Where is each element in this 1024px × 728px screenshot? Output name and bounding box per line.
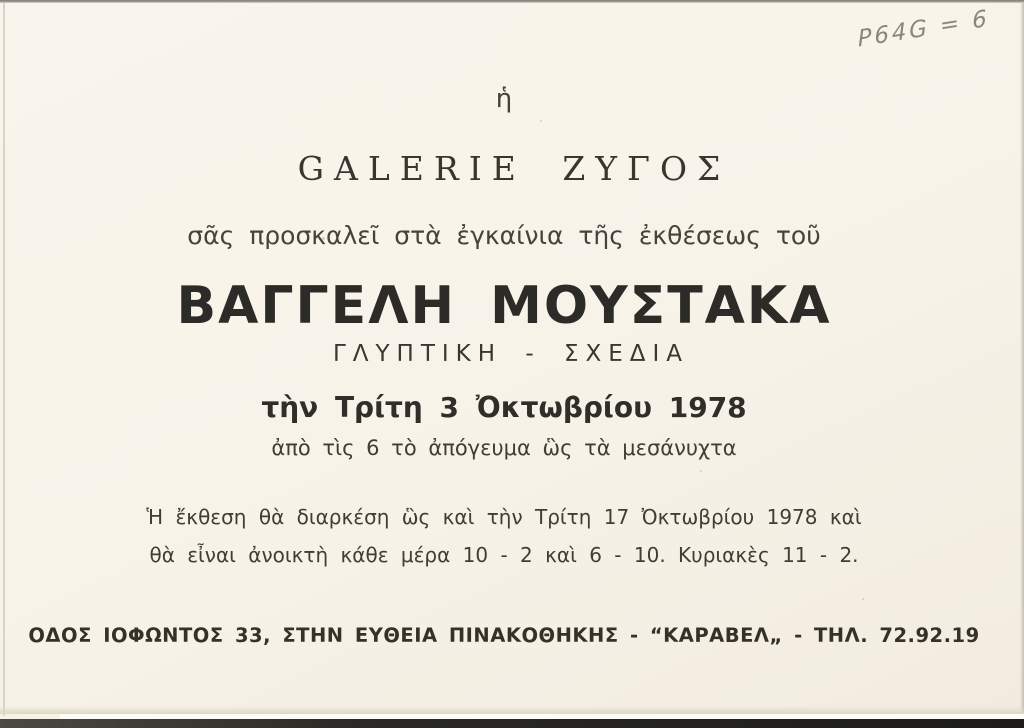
exhibition-medium-line: ΓΛΥΠΤΙΚΗ - ΣΧΕΔΙΑ xyxy=(332,341,690,367)
gallery-address-line: ΟΔΟΣ ΙΟΦΩΝΤΟΣ 33, ΣΤΗΝ ΕΥΘΕΙΑ ΠΙΝΑΚΟΘΗΚΗΣ - “ΚΑΡΑΒΕΛ„ - ΤΗΛ. 72.92.19 xyxy=(28,624,980,647)
paper-speck xyxy=(700,470,702,472)
article-word: ἡ xyxy=(495,84,513,114)
invitation-line: σᾶς προσκαλεῖ στὰ ἐγκαίνια τῆς ἐκθέσεως τοῦ xyxy=(187,221,821,250)
card-bottom-shadow xyxy=(0,706,1024,714)
scan-top-edge xyxy=(0,0,1024,3)
handwritten-annotation: P64G = 6 xyxy=(856,5,990,53)
gallery-name: GALERIE ΖΥΓΟΣ xyxy=(297,149,731,188)
artist-name: ΒΑΓΓΕΛΗ ΜΟΥΣΤΑΚΑ xyxy=(176,276,832,336)
opening-time-line: ἀπὸ τὶς 6 τὸ ἀπόγευμα ὣς τὰ μεσάνυχτα xyxy=(271,436,737,460)
duration-line-2: θὰ εἶναι ἀνοικτὴ κάθε μέρα 10 - 2 καὶ 6 - 10. Κυριακὲς 11 - 2. xyxy=(149,543,859,567)
duration-line-1: Ἡ ἔκθεση θὰ διαρκέση ὣς καὶ τὴν Τρίτη 17 Ὀκτωβρίου 1978 καὶ xyxy=(146,505,862,529)
opening-date-line: τὴν Τρίτη 3 Ὀκτωβρίου 1978 xyxy=(261,391,747,424)
scan-bottom-edge xyxy=(0,719,1024,728)
paper-speck xyxy=(540,120,542,122)
paper-speck xyxy=(862,598,864,600)
scan-right-edge xyxy=(1020,3,1024,718)
